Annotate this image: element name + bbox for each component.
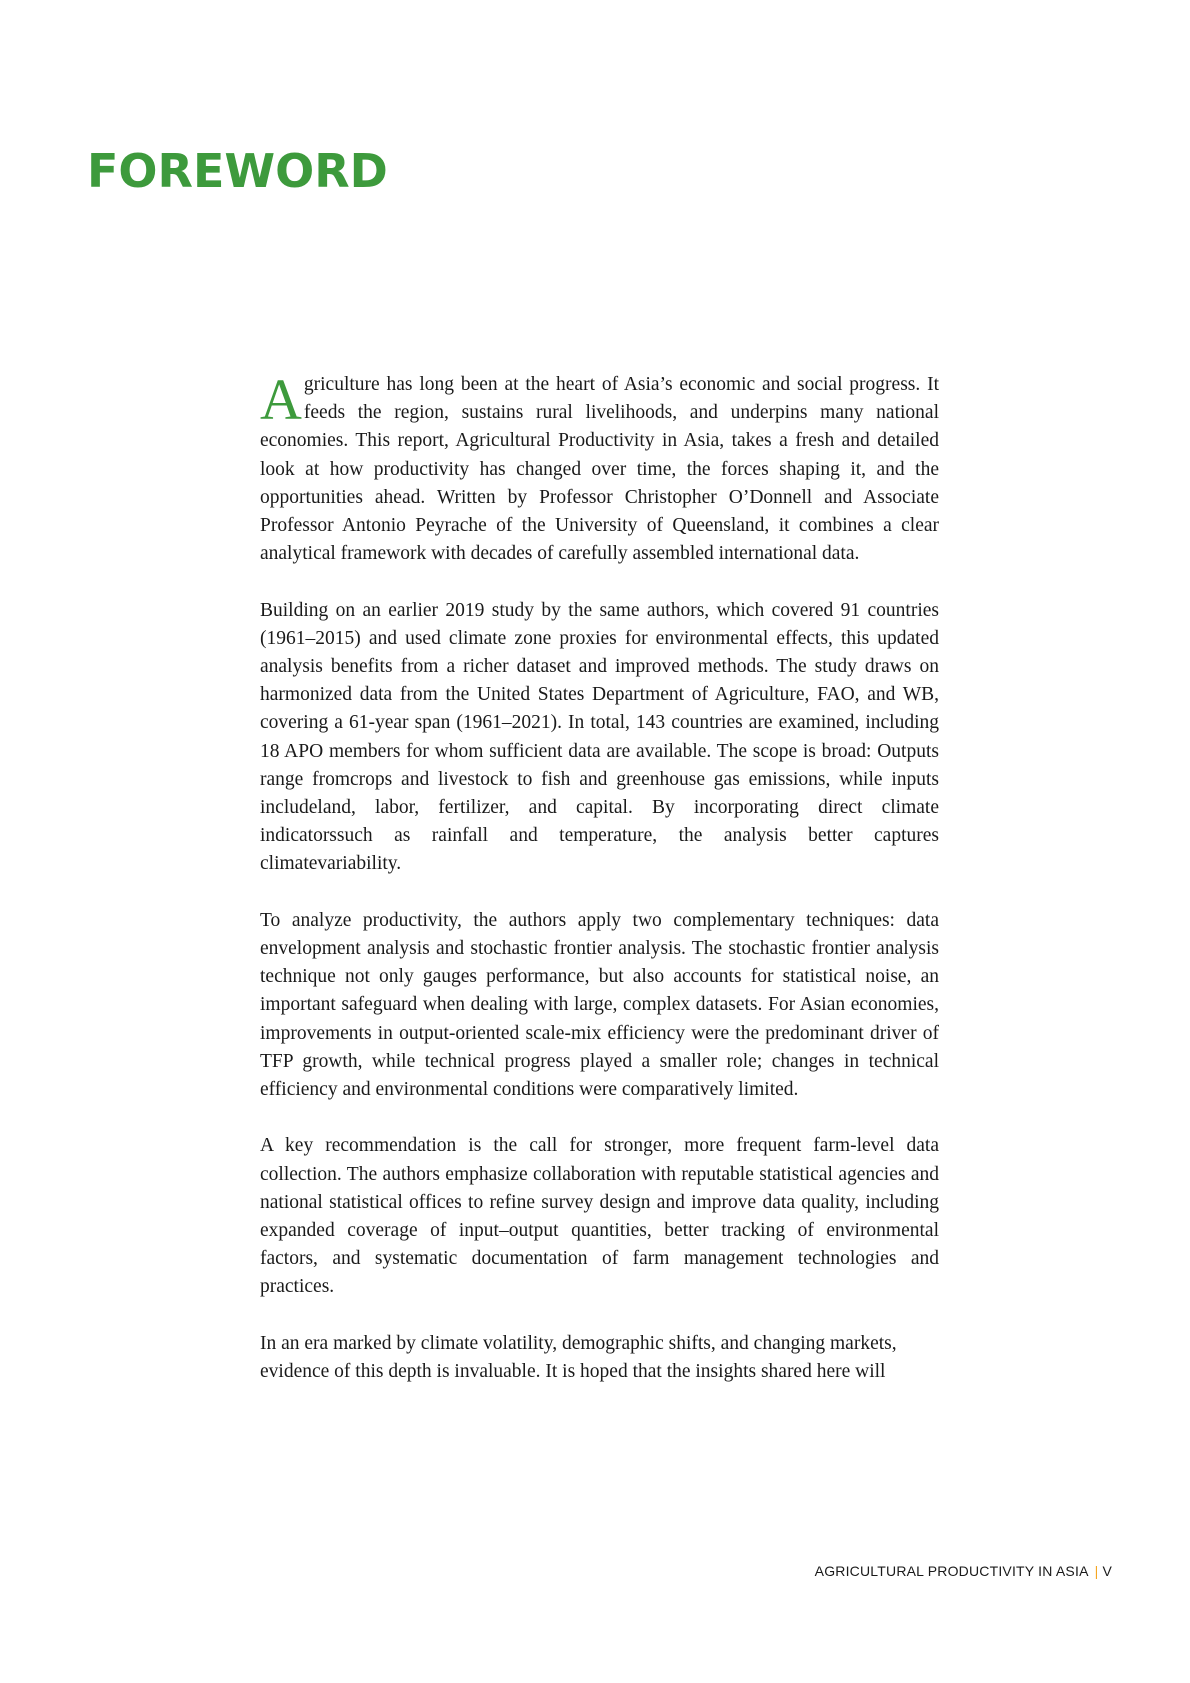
running-footer — [815, 1563, 1112, 1579]
running-title: AGRICULTURAL PRODUCTIVITY IN ASIA — [814, 1563, 1089, 1579]
page-title: FOREWORD — [87, 144, 388, 198]
page-number: V — [1102, 1563, 1112, 1579]
foreword-body — [260, 367, 939, 1414]
footer-separator: | — [1094, 1563, 1099, 1579]
paragraph-1 — [260, 367, 939, 568]
paragraph-3: To analyze productivity, the authors apply two complementary techniques: data envelopment analysis and stochastic frontier analysis. The stochastic frontier analysis technique not only gauges performance, but also accounts for statistical noise, an important safeguard when dealing with large, complex datasets. For Asian economies, improvements in output-oriented scale-mix efficiency were the predominant driver of TFP growth, while technical progress played a smaller role; changes in technical efficiency and environmental conditions were comparatively limited. — [260, 909, 939, 1101]
paragraph-5: In an era marked by climate volatility, demographic shifts, and changing markets, evidence of this depth is invaluable. It is hoped that the insights shared here will — [260, 1332, 897, 1383]
paragraph-1-text: griculture has long been at the heart of Asia’s economic and social progress. It feeds the region, sustains rural livelihoods, and underpins many national economies. This report, Agricultural Productivity in Asia, takes a fresh and detailed look at how productivity has changed over time, the forces shaping it, and the opportunities ahead. Written by Professor Christopher O’Donnell and Associate Professor Antonio Peyrache of the University of Queensland, it combines a clear analytical framework with decades of carefully assembled international data. — [260, 374, 939, 565]
paragraph-2: Building on an earlier 2019 study by the same authors, which covered 91 countries (1961–2015) and used climate zone proxies for environmental effects, this updated analysis benefits from a richer dataset and improved methods. The study draws on harmonized data from the United States Department of Agriculture, FAO, and WB, covering a 61-year span (1961–2021). In total, 143 countries are examined, including 18 APO members for whom sufficient data are available. The scope is broad: Outputs range fromcrops and livestock to fish and greenhouse gas emissions, while inputs includeland, labor, fertilizer, and capital. By incorporating direct climate indicatorssuch as rainfall and temperature, the analysis better captures climatevariability. — [260, 599, 939, 875]
paragraph-4: A key recommendation is the call for stronger, more frequent farm-level data collection. The authors emphasize collaboration with reputable statistical agencies and national statistical offices to refine survey design and improve data quality, including expanded coverage of input–output quantities, better tracking of environmental factors, and systematic documentation of farm management technologies and practices. — [260, 1135, 939, 1298]
drop-cap: A — [260, 367, 302, 432]
